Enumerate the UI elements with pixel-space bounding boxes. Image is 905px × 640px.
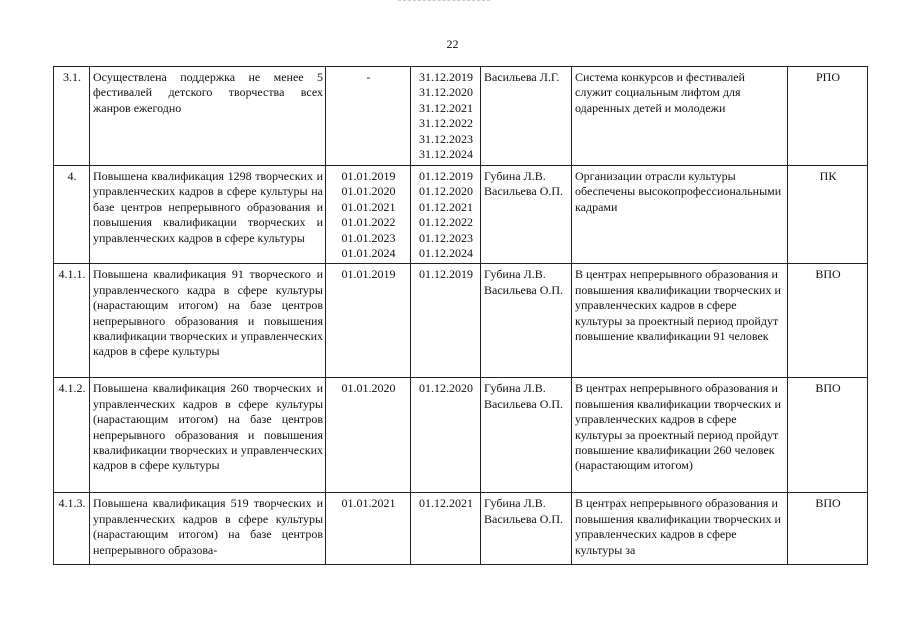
start-date: - <box>366 70 371 84</box>
row-number: 4.1.3. <box>54 493 90 565</box>
row-start-dates <box>326 493 411 565</box>
responsible-person: Васильева О.П. <box>484 184 564 199</box>
start-date: 01.01.2021 <box>341 199 396 214</box>
row-type: ВПО <box>788 264 868 378</box>
row-description: Повышена квалификация 260 творческих и управленческих кадров в сфере культуры (нарастающим итогом) на базе центров непрерывного образования и повышения квалификации творческих и управленческих кадров в сфере культуры <box>90 378 326 493</box>
row-description: Повышена квалификация 1298 творческих и управленческих кадров в сфере культуры на базе центров непрерывного образования и повышения квалификации творческих и управленческих кадров в сфере культуры <box>90 166 326 264</box>
row-type: РПО <box>788 67 868 166</box>
row-start-dates <box>326 166 411 264</box>
row-responsible <box>481 166 572 264</box>
row-result: Организации отрасли культуры обеспечены высокопрофессиональными кадрами <box>572 166 788 264</box>
end-date: 01.12.2019 <box>419 169 473 183</box>
table-row <box>54 493 868 565</box>
row-result: В центрах непрерывного образования и повышения квалификации творческих и управленческих кадров в сфере культуры за <box>572 493 788 565</box>
row-responsible <box>481 493 572 565</box>
row-end-dates <box>411 378 481 493</box>
page-number: 22 <box>446 37 459 51</box>
row-type: ВПО <box>788 378 868 493</box>
end-date: 01.12.2021 <box>419 496 473 511</box>
responsible-person: Васильева Л.Г. <box>484 70 560 84</box>
row-result: Система конкурсов и фестивалей служит социальным лифтом для одаренных детей и молодежи <box>572 67 788 166</box>
row-result: В центрах непрерывного образования и повышения квалификации творческих и управленческих кадров в сфере культуры за проектный период пройдут повышение квалификации 260 человек (нарастающим итогом) <box>572 378 788 493</box>
end-date: 01.12.2023 <box>419 230 473 245</box>
responsible-person: Васильева О.П. <box>484 511 564 526</box>
start-date: 01.01.2024 <box>341 246 396 261</box>
row-description: Осуществлена поддержка не менее 5 фестивалей детского творчества всех жанров ежегодно <box>90 67 326 166</box>
row-responsible <box>481 378 572 493</box>
end-date: 31.12.2023 <box>419 131 473 146</box>
row-result: В центрах непрерывного образования и повышения квалификации творческих и управленческих кадров в сфере культуры за проектный период пройдут повышение квалификации 91 человек <box>572 264 788 378</box>
start-date: 01.01.2023 <box>341 230 396 245</box>
responsible-person: Губина Л.В. <box>484 267 546 282</box>
plan-table <box>53 66 868 565</box>
end-date: 31.12.2022 <box>419 116 473 131</box>
end-date: 01.12.2020 <box>419 184 473 199</box>
row-number: 4.1.2. <box>54 378 90 493</box>
start-date: 01.01.2020 <box>341 184 396 199</box>
row-start-dates <box>326 67 411 166</box>
responsible-person: Губина Л.В. <box>484 381 546 396</box>
row-end-dates <box>411 166 481 264</box>
end-date: 01.12.2021 <box>419 199 473 214</box>
end-date: 31.12.2019 <box>419 70 473 84</box>
start-date: 01.01.2019 <box>341 169 396 183</box>
end-date: 01.12.2020 <box>419 381 473 396</box>
row-end-dates <box>411 264 481 378</box>
row-number: 4.1.1. <box>54 264 90 378</box>
end-date: 01.12.2024 <box>419 246 473 261</box>
start-date: 01.01.2021 <box>341 496 396 511</box>
row-description: Повышена квалификация 91 творческого и управленческого кадра в сфере культуры (нарастающим итогом) на базе центров непрерывного образования и повышения квалификации творческих и управленческих кадров в сфере культуры <box>90 264 326 378</box>
row-type: ВПО <box>788 493 868 565</box>
row-end-dates <box>411 493 481 565</box>
row-number: 4. <box>54 166 90 264</box>
end-date: 31.12.2020 <box>419 85 473 100</box>
row-end-dates <box>411 67 481 166</box>
row-description: Повышена квалификация 519 творческих и управленческих кадров в сфере культуры (нарастающим итогом) на базе центров непрерывного образова- <box>90 493 326 565</box>
start-date: 01.01.2019 <box>341 267 396 282</box>
page-header-mark <box>398 0 490 5</box>
responsible-person: Васильева О.П. <box>484 396 564 411</box>
table-row <box>54 264 868 378</box>
row-start-dates <box>326 264 411 378</box>
end-date: 01.12.2022 <box>419 215 473 230</box>
end-date: 31.12.2021 <box>419 100 473 115</box>
row-start-dates <box>326 378 411 493</box>
end-date: 01.12.2019 <box>419 267 473 282</box>
responsible-person: Губина Л.В. <box>484 169 546 183</box>
start-date: 01.01.2020 <box>341 381 396 396</box>
end-date: 31.12.2024 <box>419 147 473 162</box>
row-type: ПК <box>788 166 868 264</box>
row-responsible <box>481 264 572 378</box>
row-number: 3.1. <box>54 67 90 166</box>
start-date: 01.01.2022 <box>341 215 396 230</box>
table-row <box>54 378 868 493</box>
row-responsible <box>481 67 572 166</box>
table-row <box>54 67 868 166</box>
responsible-person: Губина Л.В. <box>484 496 546 511</box>
responsible-person: Васильева О.П. <box>484 282 564 297</box>
table-row <box>54 166 868 264</box>
